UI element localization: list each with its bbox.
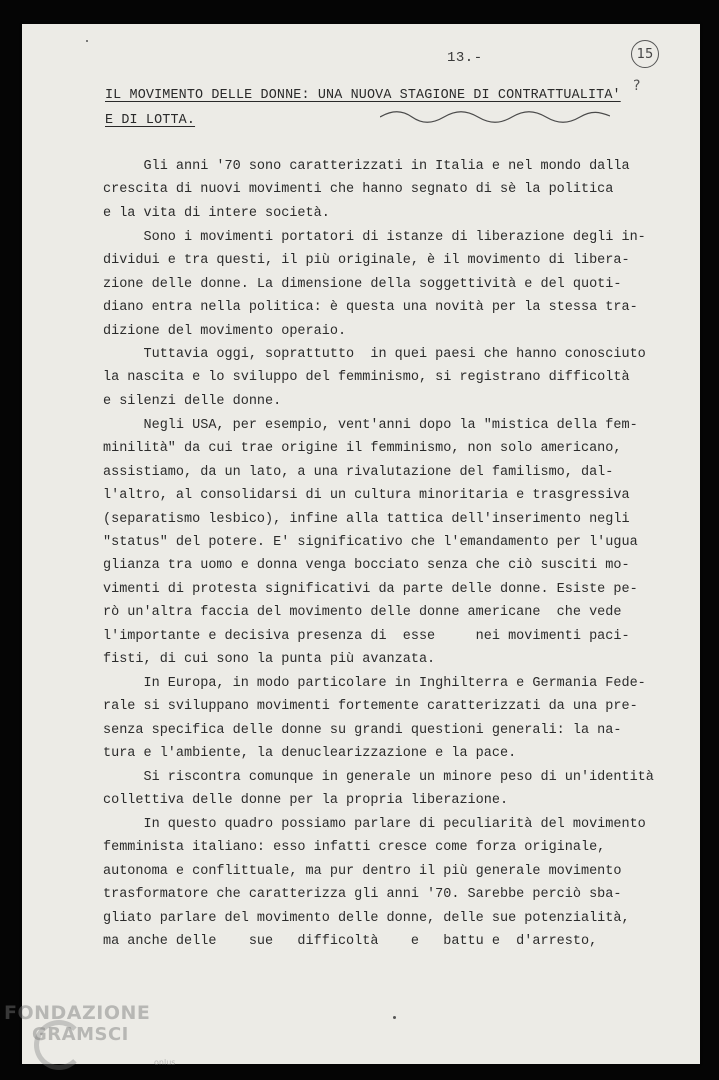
text-line: fisti, di cui sono la punta più avanzata. bbox=[103, 652, 436, 668]
watermark-logo-icon bbox=[34, 1020, 84, 1070]
text-line: tura e l'ambiente, la denuclearizzazione e la pace. bbox=[103, 746, 517, 762]
text-line: assistiamo, da un lato, a una rivalutazione del familismo, dal- bbox=[103, 464, 614, 480]
text-line: diano entra nella politica: è questa una novità per la stessa tra- bbox=[103, 300, 638, 316]
text-line: collettiva delle donne per la propria liberazione. bbox=[103, 793, 509, 809]
text-line: In Europa, in modo particolare in Inghilterra e Germania Fede- bbox=[103, 676, 646, 691]
text-line: In questo quadro possiamo parlare di peculiarità del movimento bbox=[103, 817, 646, 832]
paragraph-3 bbox=[103, 343, 646, 413]
text-line: gliato parlare del movimento delle donne, delle sue potenzialità, bbox=[103, 910, 630, 926]
paper-speck bbox=[86, 40, 88, 42]
text-line: dividui e tra questi, il più originale, è il movimento di libera- bbox=[103, 253, 630, 269]
paragraph-6 bbox=[103, 766, 654, 813]
watermark-line-2: GRAMSCI bbox=[32, 1024, 129, 1045]
text-line: l'importante e decisiva presenza di esse nei movimenti paci- bbox=[103, 628, 630, 644]
paragraph-2 bbox=[103, 226, 646, 343]
text-line: femminista italiano: esso infatti cresce come forza originale, bbox=[103, 840, 606, 856]
watermark-line-1: FONDAZIONE bbox=[4, 1002, 151, 1024]
paragraph-7 bbox=[103, 813, 646, 953]
handwritten-wavy-underline-icon bbox=[380, 108, 610, 124]
text-line: Tuttavia oggi, soprattutto in quei paesi che hanno conosciuto bbox=[103, 347, 646, 362]
text-line: vimenti di protesta significativi da parte delle donne. Esiste pe- bbox=[103, 581, 638, 597]
text-line: senza specifica delle donne su grandi questioni generali: la na- bbox=[103, 722, 622, 738]
text-line: crescita di nuovi movimenti che hanno segnato di sè la politica bbox=[103, 182, 614, 198]
text-line: minilità" da cui trae origine il femminismo, non solo americano, bbox=[103, 441, 622, 457]
text-line: autonoma e conflittuale, ma pur dentro il più generale movimento bbox=[103, 863, 622, 879]
text-line: (separatismo lesbico), infine alla tattica dell'inserimento negli bbox=[103, 511, 630, 527]
text-line: e silenzi delle donne. bbox=[103, 393, 282, 409]
text-line: Negli USA, per esempio, vent'anni dopo la "mistica della fem- bbox=[103, 418, 638, 433]
archive-watermark bbox=[4, 1002, 176, 1067]
paper-speck bbox=[393, 1016, 396, 1019]
text-line: la nascita e lo sviluppo del femminismo, si registrano difficoltà bbox=[103, 370, 630, 386]
paragraph-4 bbox=[103, 414, 643, 671]
text-line: Si riscontra comunque in generale un minore peso di un'identità bbox=[103, 770, 654, 785]
margin-question-mark: ? bbox=[633, 78, 641, 94]
text-line: rò un'altra faccia del movimento delle donne americane che vede bbox=[103, 605, 622, 621]
text-line: rale si sviluppano movimenti fortemente caratterizzati da una pre- bbox=[103, 699, 638, 715]
text-line: trasformatore che caratterizza gli anni '70. Sarebbe perciò sba- bbox=[103, 887, 622, 903]
text-line: e la vita di intere società. bbox=[103, 205, 330, 221]
text-line: glianza tra uomo e donna venga bocciato senza che ciò susciti mo- bbox=[103, 558, 630, 574]
paragraph-1 bbox=[103, 155, 643, 225]
title-line-1: IL MOVIMENTO DELLE DONNE: UNA NUOVA STAGIONE DI CONTRATTUALITA' bbox=[105, 88, 621, 103]
text-line: "status" del potere. E' significativo che l'emandamento per l'ugua bbox=[103, 535, 638, 551]
text-line: dizione del movimento operaio. bbox=[103, 323, 347, 339]
text-line: Sono i movimenti portatori di istanze di liberazione degli in- bbox=[103, 230, 646, 245]
text-line: l'altro, al consolidarsi di un cultura minoritaria e trasgressiva bbox=[103, 488, 630, 504]
text-line: Gli anni '70 sono caratterizzati in Italia e nel mondo dalla bbox=[103, 159, 630, 174]
text-line: ma anche delle sue difficoltà e battu e d'arresto, bbox=[103, 934, 598, 950]
text-line: zione delle donne. La dimensione della soggettività e del quoti- bbox=[103, 276, 622, 292]
page-number: 13.- bbox=[447, 50, 483, 66]
title-line-2: E DI LOTTA. bbox=[105, 113, 196, 128]
paragraph-5 bbox=[103, 672, 646, 766]
watermark-small: onlus bbox=[154, 1058, 176, 1067]
archive-page-number: 15 bbox=[631, 40, 659, 68]
